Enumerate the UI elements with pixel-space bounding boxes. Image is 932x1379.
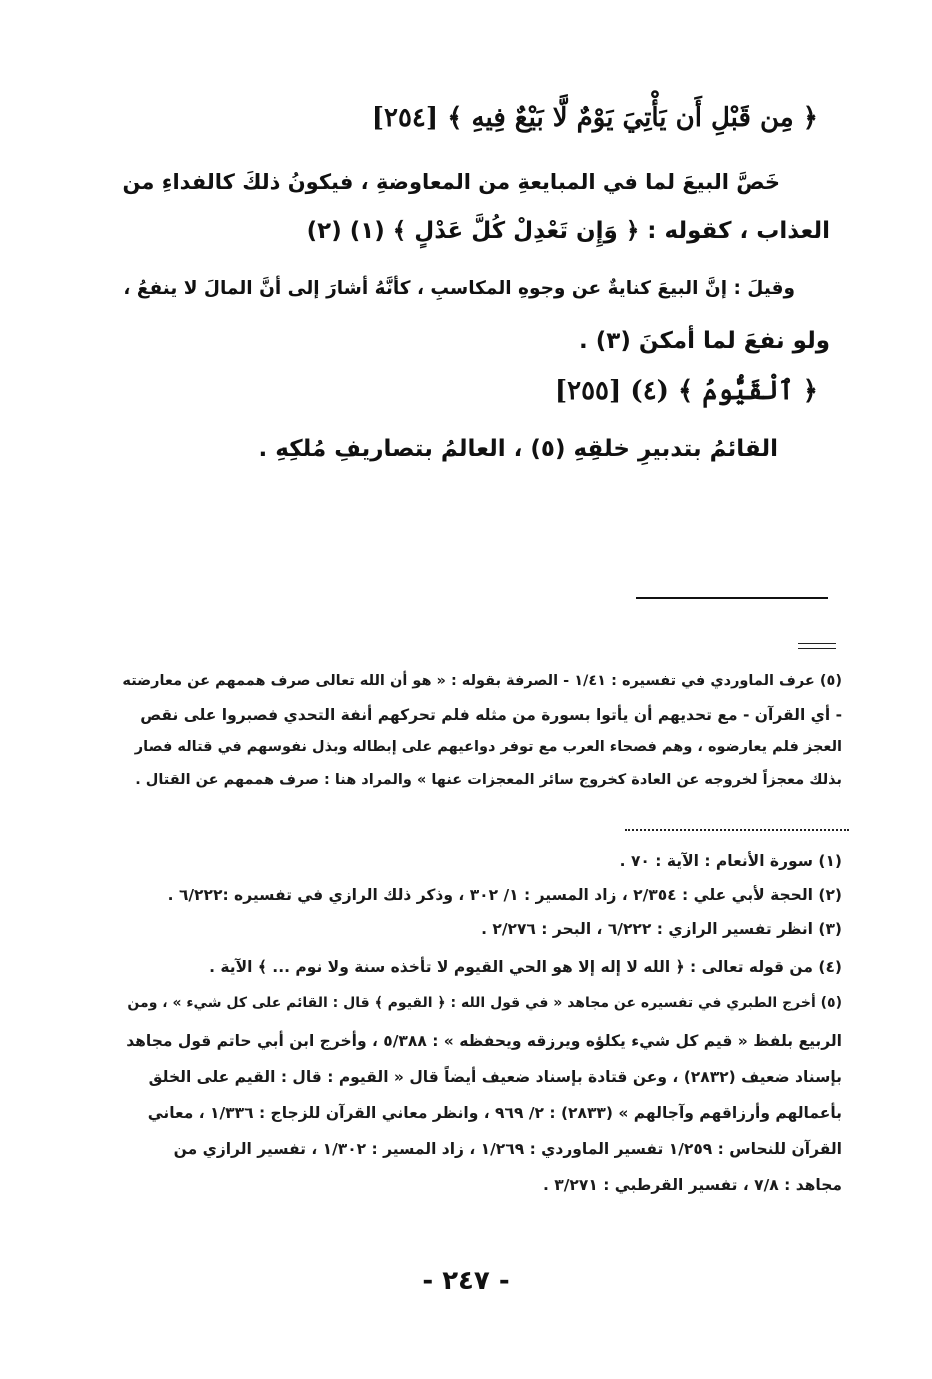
double-rule-top — [798, 643, 836, 644]
commentary-line: ولو نفعَ لما أمكنَ (٣) . — [579, 328, 830, 354]
footnote-line: الربيع بلفظ « قيم كل شيء يكلؤه ويرزقه ويحفظه » : ٥/٣٨٨ ، وأخرج ابن أبي حاتم قول مجاهد — [126, 1032, 842, 1050]
footnote-line: (٥) أخرج الطبري في تفسيره عن مجاهد « في قول الله : ﴿ القيوم ﴾ قال : القائم على كل شيء » ، ومن — [127, 995, 842, 1011]
footnote-line: (٤) من قوله تعالى : ﴿ الله لا إله إلا هو الحي القيوم لا تأخذه سنة ولا نوم ... ﴾ الآية . — [209, 958, 842, 976]
footnote-separator — [636, 597, 828, 599]
quran-verse-line: ﴿ ٱلْقَيُّومُ ﴾ (٤) [٢٥٥] — [554, 376, 818, 406]
commentary-line: العذاب ، كقوله : ﴿ وَإِن تَعْدِلْ كُلَّ عَدْلٍ ﴾ (١) (٢) — [306, 218, 830, 244]
footnote-line: (٥) عرف الماوردي في تفسيره : ١/٤١ - الصرفة بقوله : « هو أن الله تعالى صرف هممهم عن معارضته — [122, 673, 842, 689]
footnote-line: بأعمالهم وأرزاقهم وآجالهم » (٢٨٣٣) : ٢/ ٩٦٩ ، وانظر معاني القرآن للزجاج : ١/٣٣٦ ، معاني — [147, 1104, 842, 1122]
footnote-line: (١) سورة الأنعام : الآية : ٧٠ . — [619, 852, 842, 870]
commentary-line: القائمُ بتدبيرِ خلقِهِ (٥) ، العالمُ بتصاريفِ مُلكِهِ . — [258, 436, 778, 462]
page-number: - ٢٤٧ - — [422, 1266, 510, 1296]
commentary-line: وقيلَ : إنَّ البيعَ كنايةٌ عن وجوهِ المكاسبِ ، كأنَّهُ أشارَ إلى أنَّ المالَ لا ينفعُ ، — [123, 278, 795, 299]
footnote-line: - أي القرآن - مع تحديهم أن يأتوا بسورة من مثله فلم تحركهم أنفة التحدي فصبروا على نقص — [140, 706, 842, 724]
footnote-line: بذلك معجزاً لخروجه عن العادة كخروج سائر المعجزات عنها » والمراد هنا : صرف هممهم عن القتال . — [135, 772, 842, 788]
footnote-line: (٢) الحجة لأبي علي : ٢/٣٥٤ ، زاد المسير : ١/ ٣٠٢ ، وذكر ذلك الرازي في تفسيره :٦/٢٢٢ . — [167, 886, 842, 904]
dotted-separator — [625, 829, 849, 831]
commentary-line: خَصَّ البيعَ لما في المبايعةِ من المعاوضةِ ، فيكونُ ذلكَ كالفداءِ من — [122, 170, 780, 194]
footnote-line: (٣) انظر تفسير الرازي : ٦/٢٢٢ ، البحر : ٢/٢٧٦ . — [481, 920, 842, 938]
footnote-line: القرآن للنحاس : ١/٢٥٩ تفسير الماوردي : ١/٢٦٩ ، زاد المسير : ١/٣٠٢ ، تفسير الرازي من — [173, 1140, 842, 1158]
footnote-line: مجاهد : ٧/٨ ، تفسير القرطبي : ٣/٢٧١ . — [542, 1176, 842, 1194]
footnote-line: بإسناد ضعيف (٢٨٣٢) ، وعن قتادة بإسناد ضعيف أيضاً قال « القيوم : قال : القيم على الخلق — [148, 1068, 842, 1086]
footnote-line: العجز فلم يعارضوه ، وهم فصحاء العرب مع توفر دواعيهم على إبطاله وبذل نفوسهم في قتاله فصار — [134, 739, 842, 755]
quran-verse-line: ﴿ مِن قَبْلِ أَن يَأْتِيَ يَوْمٌ لَّا بَيْعٌ فِيهِ ﴾ [٢٥٤] — [371, 103, 818, 133]
double-rule-bottom — [798, 648, 836, 649]
